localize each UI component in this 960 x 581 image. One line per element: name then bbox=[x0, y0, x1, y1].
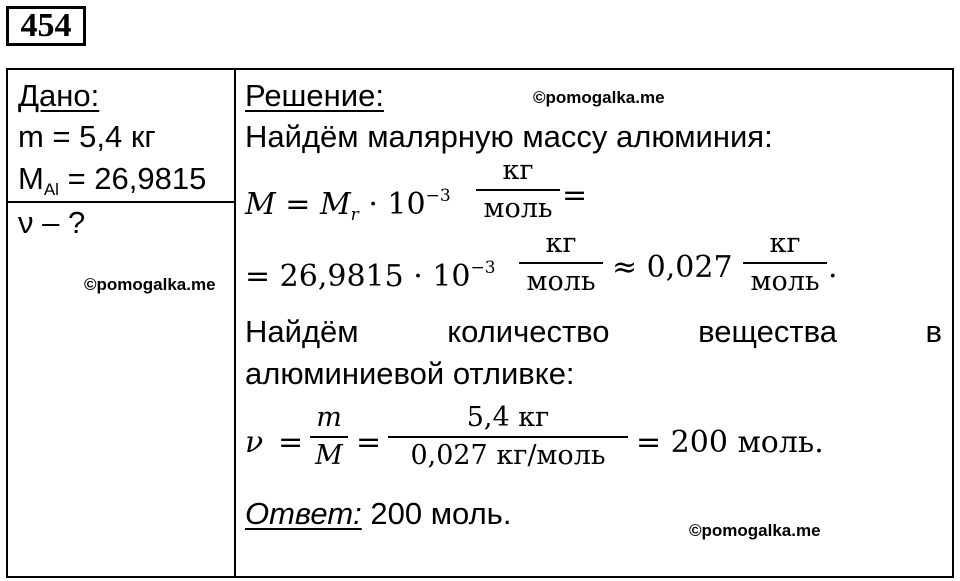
watermark-left: ©pomogalka.me bbox=[84, 275, 216, 294]
step2-word-3: вещества bbox=[698, 314, 837, 349]
step2-line2: алюминиевой отливке: bbox=[245, 356, 575, 391]
eq2-exponent: −3 bbox=[470, 258, 496, 278]
eq1-mr: M bbox=[319, 187, 351, 222]
eq2-unit-numerator-1: кг bbox=[545, 228, 577, 259]
eq3-denominator-M: M bbox=[315, 440, 343, 471]
eq1-tail: = bbox=[562, 178, 588, 213]
eq3-result: = 200 моль. bbox=[636, 425, 824, 460]
eq2-end: . bbox=[828, 250, 838, 285]
eq2-fraction-bar-2 bbox=[743, 262, 827, 264]
eq3-equals-2: = bbox=[356, 425, 382, 460]
eq1-unit-denominator: моль bbox=[483, 193, 553, 224]
answer-label: Ответ: bbox=[245, 496, 362, 531]
problem-number: 454 bbox=[6, 6, 86, 46]
watermark-top: ©pomogalka.me bbox=[533, 88, 665, 107]
molar-mass-value: = 26,9815 bbox=[58, 161, 207, 196]
molar-mass-subscript: Al bbox=[43, 180, 59, 199]
answer-line bbox=[245, 496, 511, 532]
eq1-unit-fraction bbox=[476, 156, 560, 224]
equation-2 bbox=[245, 250, 496, 295]
eq2-unit-denominator-1: моль bbox=[526, 266, 596, 297]
eq2-unit-numerator-2: кг bbox=[769, 228, 801, 259]
step2-word-4: в bbox=[925, 314, 942, 349]
equation-1 bbox=[245, 178, 451, 233]
eq3-lhs: ν bbox=[245, 425, 264, 460]
eq1-unit-numerator: кг bbox=[502, 155, 534, 186]
eq2-fraction-bar-1 bbox=[519, 262, 603, 264]
molar-mass-symbol: M bbox=[18, 161, 44, 196]
eq3-fraction-bar-big bbox=[388, 436, 628, 438]
eq1-equals: = bbox=[275, 187, 320, 222]
given-molar-mass bbox=[18, 161, 206, 208]
eq1-fraction-bar bbox=[476, 189, 560, 191]
solution-title: Решение: bbox=[245, 78, 384, 113]
eq3-numerator-m: m bbox=[316, 402, 342, 433]
eq3-fraction-big bbox=[388, 403, 628, 471]
eq3-numerator: 5,4 кг bbox=[466, 402, 550, 433]
eq1-lhs: M bbox=[245, 187, 276, 222]
eq2-start: = 26,9815 · 10 bbox=[245, 259, 471, 294]
step2-line1 bbox=[245, 314, 942, 350]
eq3-fraction-bar-small bbox=[310, 436, 348, 438]
given-title: Дано: bbox=[18, 78, 100, 113]
eq3-fraction-small bbox=[310, 403, 348, 471]
eq2-unit-fraction-1 bbox=[519, 229, 603, 297]
eq2-approx: ≈ 0,027 bbox=[612, 250, 733, 285]
eq3-denominator: 0,027 кг/моль bbox=[410, 440, 606, 471]
given-mass: m = 5,4 кг bbox=[18, 119, 156, 154]
eq2-unit-fraction-2 bbox=[743, 229, 827, 297]
step2-word-1: Найдём bbox=[245, 314, 359, 349]
eq1-mr-subscript: r bbox=[350, 205, 359, 225]
eq1-times: · 10 bbox=[358, 187, 426, 222]
step1-text: Найдём малярную массу алюминия: bbox=[245, 119, 773, 154]
column-divider bbox=[234, 68, 236, 578]
eq2-unit-denominator-2: моль bbox=[750, 266, 820, 297]
step2-word-2: количество bbox=[447, 314, 610, 349]
eq3-equals-1: = bbox=[278, 425, 304, 460]
watermark-bottom: ©pomogalka.me bbox=[689, 521, 821, 540]
eq1-exponent: −3 bbox=[425, 186, 451, 206]
given-find: ν – ? bbox=[18, 205, 86, 240]
answer-value: 200 моль. bbox=[361, 496, 512, 531]
